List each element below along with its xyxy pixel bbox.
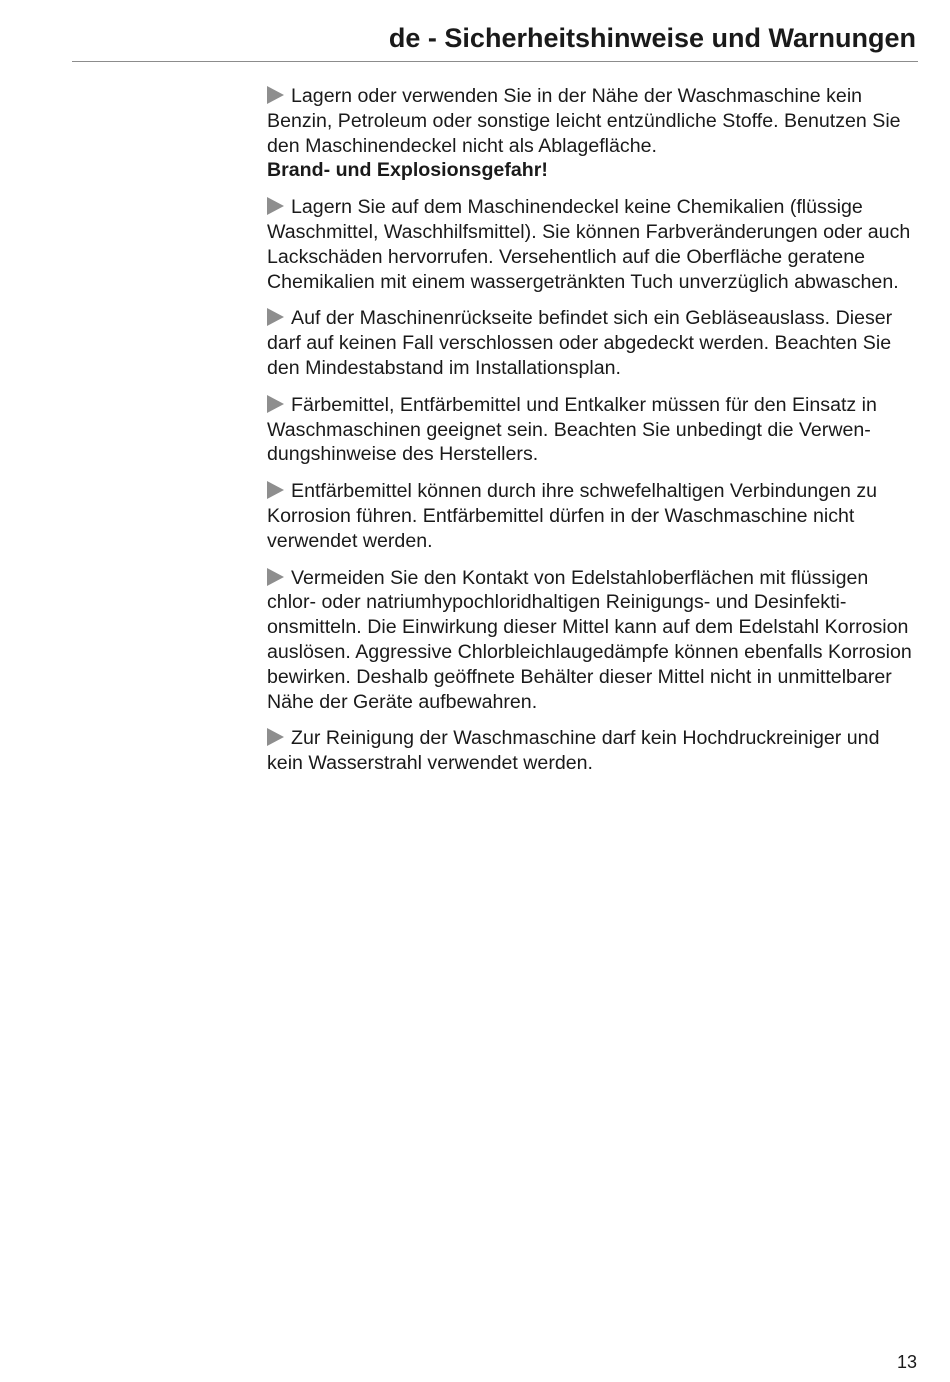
triangle-bullet-icon	[267, 395, 284, 413]
safety-item-text: Lagern oder verwenden Sie in der Nähe der Waschmaschine kein Benzin, Petroleum oder sonstige leicht entzündliche Stoffe. Benutzen Sie den Maschinendeckel nicht als Ablagefläche.	[267, 85, 901, 157]
triangle-bullet-icon	[267, 728, 284, 746]
safety-item-text: Vermeiden Sie den Kontakt von Edelstahloberflächen mit flüssigen chlor- oder natriumhypochloridhaltigen Reinigungs- und Desinfektionsmitteln. Die Einwirkung dieser Mittel kann auf dem Edelstahl Korrosion auslösen. Aggressive Chlorbleichlaugedämpfe können ebenfalls Korrosion bewirken. Deshalb geöffnete Behälter dieser Mittel nicht in unmittelbarer Nähe der Geräte aufbewahren.	[267, 566, 912, 713]
page-header	[72, 0, 918, 62]
safety-item-dyes-descaler	[267, 393, 919, 467]
safety-instructions-list	[267, 84, 919, 788]
safety-item-text: Zur Reinigung der Waschmaschine darf kein Hochdruckreiniger und kein Wasserstrahl verwendet werden.	[267, 727, 880, 775]
safety-item-text: Färbemittel, Entfärbemittel und Entkalker müssen für den Einsatz in Waschmaschinen geeignet sein. Beachten Sie unbedingt die Verwendungshinweise des Herstellers.	[267, 393, 877, 466]
triangle-bullet-icon	[267, 197, 284, 215]
triangle-bullet-icon	[267, 481, 284, 499]
page-title: de - Sicherheitshinweise und Warnungen	[388, 23, 916, 53]
page-number: 13	[896, 1352, 917, 1372]
safety-item-chemicals	[267, 195, 919, 294]
safety-item-text: Lagern Sie auf dem Maschinendeckel keine Chemikalien (flüssige Waschmittel, Waschhilfsmittel). Sie können Farbveränderungen oder auch Lackschäden hervorrufen. Versehentlich auf die Oberfläche geratene Chemikalien mit einem wassergetränkten Tuch unverzüglich abwaschen.	[267, 196, 911, 293]
triangle-bullet-icon	[267, 86, 284, 104]
safety-item-blower-outlet	[267, 306, 919, 380]
safety-item-color-remover	[267, 479, 919, 553]
safety-item-stainless-steel	[267, 566, 919, 715]
safety-item-text: Entfärbemittel können durch ihre schwefelhaltigen Verbindungen zu Korrosion führen. Entfärbemittel dürfen in der Waschmaschine nicht verwendet werden.	[267, 480, 878, 552]
safety-item-text: Auf der Maschinenrückseite befindet sich ein Gebläseauslass. Dieser darf auf keinen Fall verschlossen oder abgedeckt werden. Beachten Sie den Mindestabstand im Installationsplan.	[267, 307, 893, 379]
triangle-bullet-icon	[267, 568, 284, 586]
safety-item-flammables	[267, 84, 919, 183]
fire-explosion-warning: Brand- und Explosionsgefahr!	[267, 159, 548, 182]
triangle-bullet-icon	[267, 308, 284, 326]
safety-item-cleaning	[267, 726, 919, 776]
